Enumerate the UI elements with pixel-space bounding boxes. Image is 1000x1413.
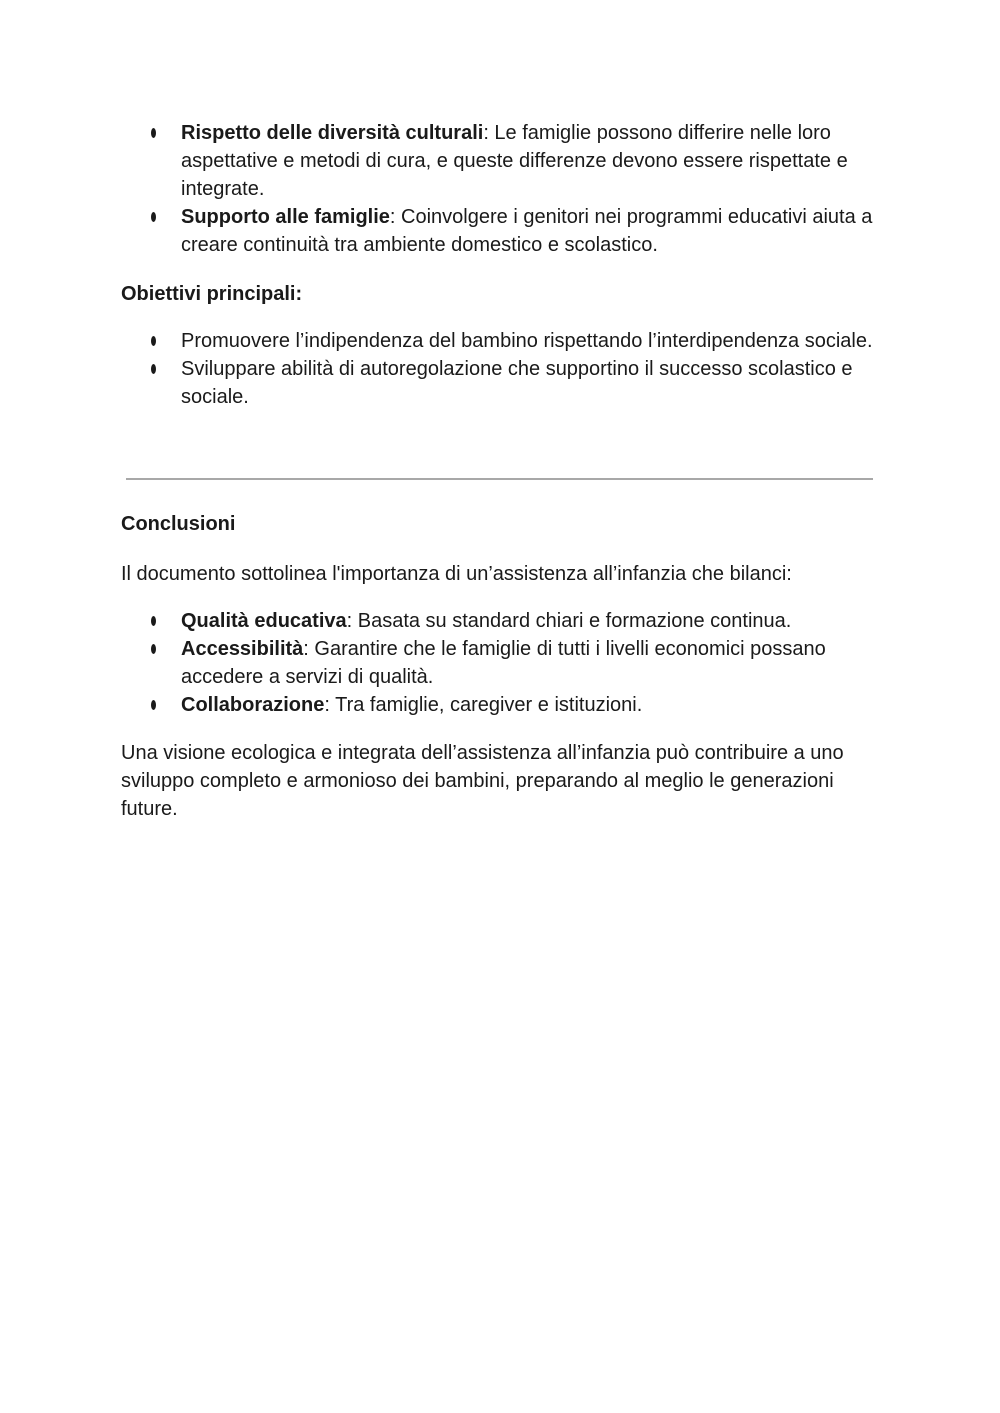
horizontal-divider [126, 478, 873, 480]
conclusions-intro: Il documento sottolinea l'importanza di un’assistenza all’infanzia che bilanci: [121, 563, 792, 585]
principles-list [121, 119, 881, 259]
list-item [121, 355, 881, 411]
bullet-icon [151, 644, 156, 654]
list-item-text: : Garantire che le famiglie di tutti i livelli economici possano accedere a servizi di qualità. [181, 638, 826, 688]
list-item-text: Sviluppare abilità di autoregolazione che supportino il successo scolastico e sociale. [181, 358, 853, 408]
list-item-term: Collaborazione [181, 694, 325, 716]
list-item-term: Qualità educativa [181, 610, 347, 632]
list-item [121, 119, 881, 203]
list-item-term: Rispetto delle diversità culturali [181, 122, 484, 144]
list-item-term: Supporto alle famiglie [181, 206, 390, 228]
list-item [121, 607, 881, 635]
list-item [121, 327, 881, 355]
conclusions-list [121, 607, 881, 719]
list-item-term: Accessibilità [181, 638, 304, 660]
closing-paragraph: Una visione ecologica e integrata dell’assistenza all’infanzia può contribuire a uno sviluppo completo e armonioso dei bambini, preparando al meglio le generazioni future. [121, 742, 844, 820]
bullet-icon [151, 336, 156, 346]
list-item [121, 635, 881, 691]
list-item-text: : Le famiglie possono differire nelle loro aspettative e metodi di cura, e queste differenze devono essere rispettate e integrate. [181, 122, 848, 200]
bullet-icon [151, 212, 156, 222]
list-item [121, 203, 881, 259]
objectives-list [121, 327, 881, 411]
bullet-icon [151, 364, 156, 374]
objectives-heading: Obiettivi principali: [121, 283, 303, 305]
list-item [121, 691, 881, 719]
bullet-icon [151, 700, 156, 710]
list-item-text: : Tra famiglie, caregiver e istituzioni. [324, 694, 643, 716]
list-item-text: Promuovere l’indipendenza del bambino rispettando l’interdipendenza sociale. [181, 330, 873, 352]
conclusions-heading: Conclusioni [121, 513, 236, 535]
bullet-icon [151, 616, 156, 626]
list-item-text: : Basata su standard chiari e formazione continua. [346, 610, 792, 632]
list-item-text: : Coinvolgere i genitori nei programmi educativi aiuta a creare continuità tra ambiente domestico e scolastico. [181, 206, 873, 256]
bullet-icon [151, 128, 156, 138]
